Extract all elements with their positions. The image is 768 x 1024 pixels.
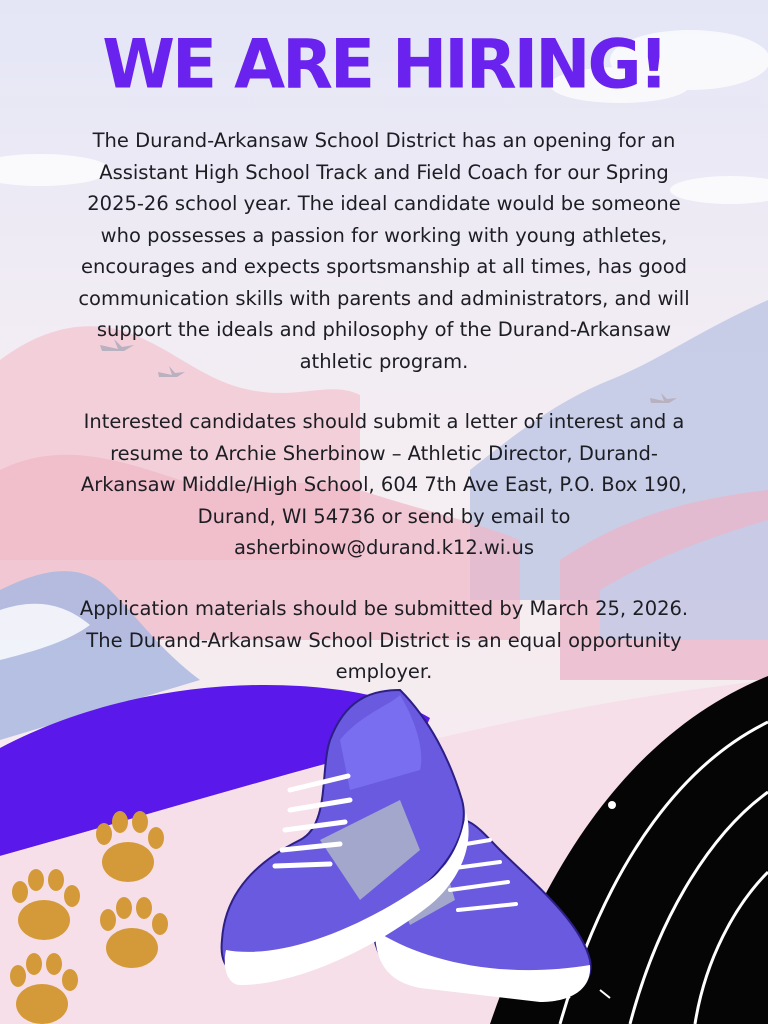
application-instructions-paragraph: Interested candidates should submit a letter of interest and a resume to Archie Sherbinow – Athletic Director, Durand- Arkansaw Middle/High School, 604 7th Ave East, P.O. Box 190, Durand, WI 54736 or send by email to asherbinow@durand.k12.wi.us xyxy=(80,410,688,559)
headline: WE ARE HIRING! xyxy=(102,25,666,104)
deadline-paragraph: Application materials should be submitted by March 25, 2026. The Durand-Arkansaw School District is an equal opportunity employer. xyxy=(79,597,689,683)
job-description-paragraph: The Durand-Arkansaw School District has an opening for an Assistant High School Track and Field Coach for our Spring 2025-26 school year. The ideal candidate would be someone who possesses a passion for working with young athletes, encourages and expects sportsmanship at all times, has good communication skills with parents and administrators, and will support the ideals and philosophy of the Durand-Arkansaw athletic program. xyxy=(78,129,690,373)
